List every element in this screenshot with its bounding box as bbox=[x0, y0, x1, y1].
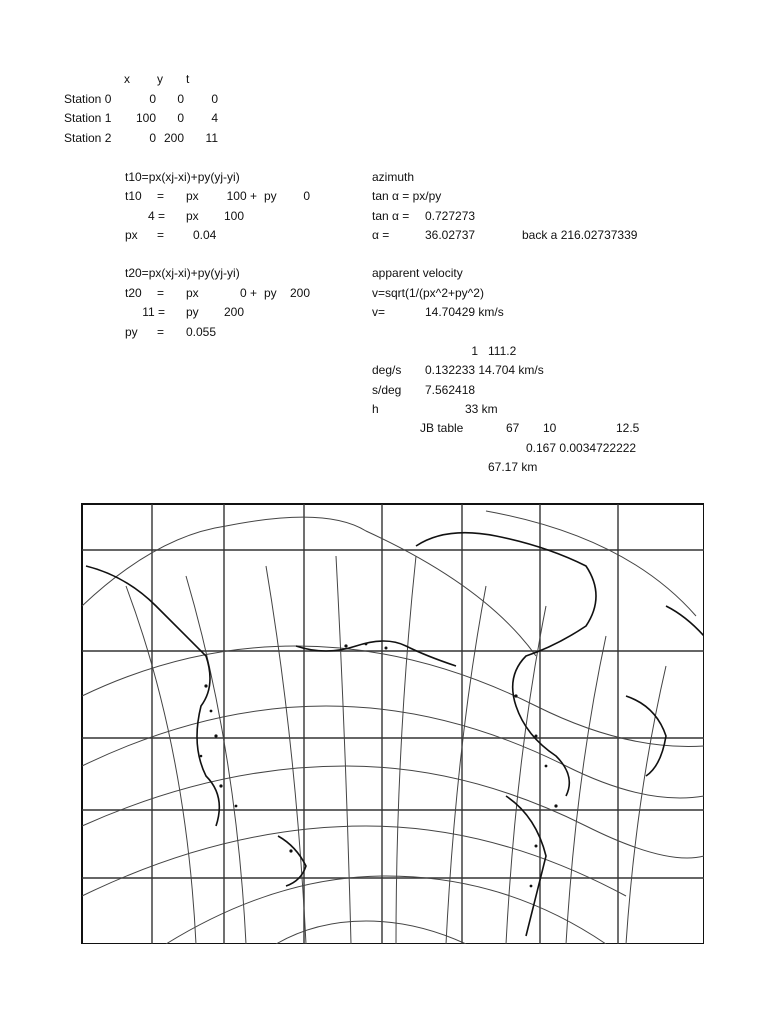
station-1-y: 0 bbox=[177, 111, 184, 125]
px-label: px bbox=[125, 228, 138, 242]
t20-value: 11 = bbox=[142, 305, 165, 319]
t20-eq: = bbox=[157, 286, 165, 300]
px-eq: = bbox=[157, 228, 165, 242]
t20-label: t20 bbox=[125, 286, 142, 300]
t10-eq: = bbox=[157, 189, 165, 203]
tan-formula: tan α = px/py bbox=[372, 189, 442, 203]
alpha-label: α = bbox=[372, 228, 390, 242]
station-1-x: 100 bbox=[135, 111, 156, 125]
conversion-deg: 1 bbox=[471, 344, 478, 358]
velocity-value: 14.70429 km/s bbox=[425, 305, 504, 319]
station-0-name: Station 0 bbox=[64, 92, 112, 106]
conversion-km: 111.2 bbox=[488, 344, 517, 358]
t10-px: px bbox=[186, 189, 199, 203]
jb-value-2: 10 bbox=[543, 421, 557, 435]
jb-value-3: 12.5 bbox=[616, 421, 640, 435]
jb-interpolation: 0.167 0.0034722222 bbox=[526, 441, 637, 455]
t10-dx: 100 + bbox=[226, 189, 257, 203]
t20-py2: py bbox=[186, 305, 199, 319]
col-header-y: y bbox=[157, 72, 163, 86]
s-per-deg-label: s/deg bbox=[372, 383, 402, 397]
py-label: py bbox=[125, 325, 138, 339]
equation-t10: t10=px(xj-xi)+py(yj-yi) bbox=[125, 170, 240, 184]
t10-value: 4 = bbox=[147, 209, 165, 223]
py-eq: = bbox=[157, 325, 165, 339]
back-azimuth: back a 216.02737339 bbox=[522, 228, 638, 242]
t20-dx: 0 + bbox=[239, 286, 257, 300]
t20-py: py bbox=[264, 286, 277, 300]
station-0-y: 0 bbox=[177, 92, 184, 106]
distance-result: 67.17 km bbox=[488, 460, 538, 474]
station-2-x: 0 bbox=[149, 131, 156, 145]
px-value: 0.04 bbox=[193, 228, 217, 242]
t10-dy: 0 bbox=[303, 189, 310, 203]
station-0-x: 0 bbox=[149, 92, 156, 106]
station-2-t: 11 bbox=[205, 131, 218, 145]
col-header-t: t bbox=[186, 72, 190, 86]
t20-px: px bbox=[186, 286, 199, 300]
velocity-formula: v=sqrt(1/(px^2+py^2) bbox=[372, 286, 484, 300]
deg-per-s-value: 0.132233 14.704 km/s bbox=[425, 363, 544, 377]
station-1-name: Station 1 bbox=[64, 111, 112, 125]
station-1-t: 4 bbox=[211, 111, 218, 125]
s-per-deg-value: 7.562418 bbox=[425, 383, 476, 397]
t10-label: t10 bbox=[125, 189, 142, 203]
deg-per-s-label: deg/s bbox=[372, 363, 402, 377]
alpha-value: 36.02737 bbox=[425, 228, 476, 242]
t20-dy: 200 bbox=[289, 286, 310, 300]
col-header-x: x bbox=[124, 72, 130, 86]
station-0-t: 0 bbox=[211, 92, 218, 106]
t20-dy2: 200 bbox=[224, 305, 245, 319]
azimuth-heading: azimuth bbox=[372, 170, 415, 184]
equation-t20: t20=px(xj-xi)+py(yj-yi) bbox=[125, 266, 240, 280]
world-seismicity-map bbox=[66, 496, 704, 944]
jb-table-label: JB table bbox=[420, 421, 464, 435]
apparent-velocity-heading: apparent velocity bbox=[372, 266, 463, 280]
jb-value-1: 67 bbox=[506, 421, 520, 435]
velocity-label: v= bbox=[372, 305, 386, 319]
depth-value: 33 km bbox=[465, 402, 498, 416]
py-value: 0.055 bbox=[186, 325, 217, 339]
station-2-name: Station 2 bbox=[64, 131, 112, 145]
t10-px2: px bbox=[186, 209, 199, 223]
t10-py: py bbox=[264, 189, 277, 203]
station-2-y: 200 bbox=[163, 131, 184, 145]
depth-label: h bbox=[372, 402, 379, 416]
tan-label: tan α = bbox=[372, 209, 410, 223]
t10-dx2: 100 bbox=[224, 209, 245, 223]
tan-value: 0.727273 bbox=[425, 209, 476, 223]
